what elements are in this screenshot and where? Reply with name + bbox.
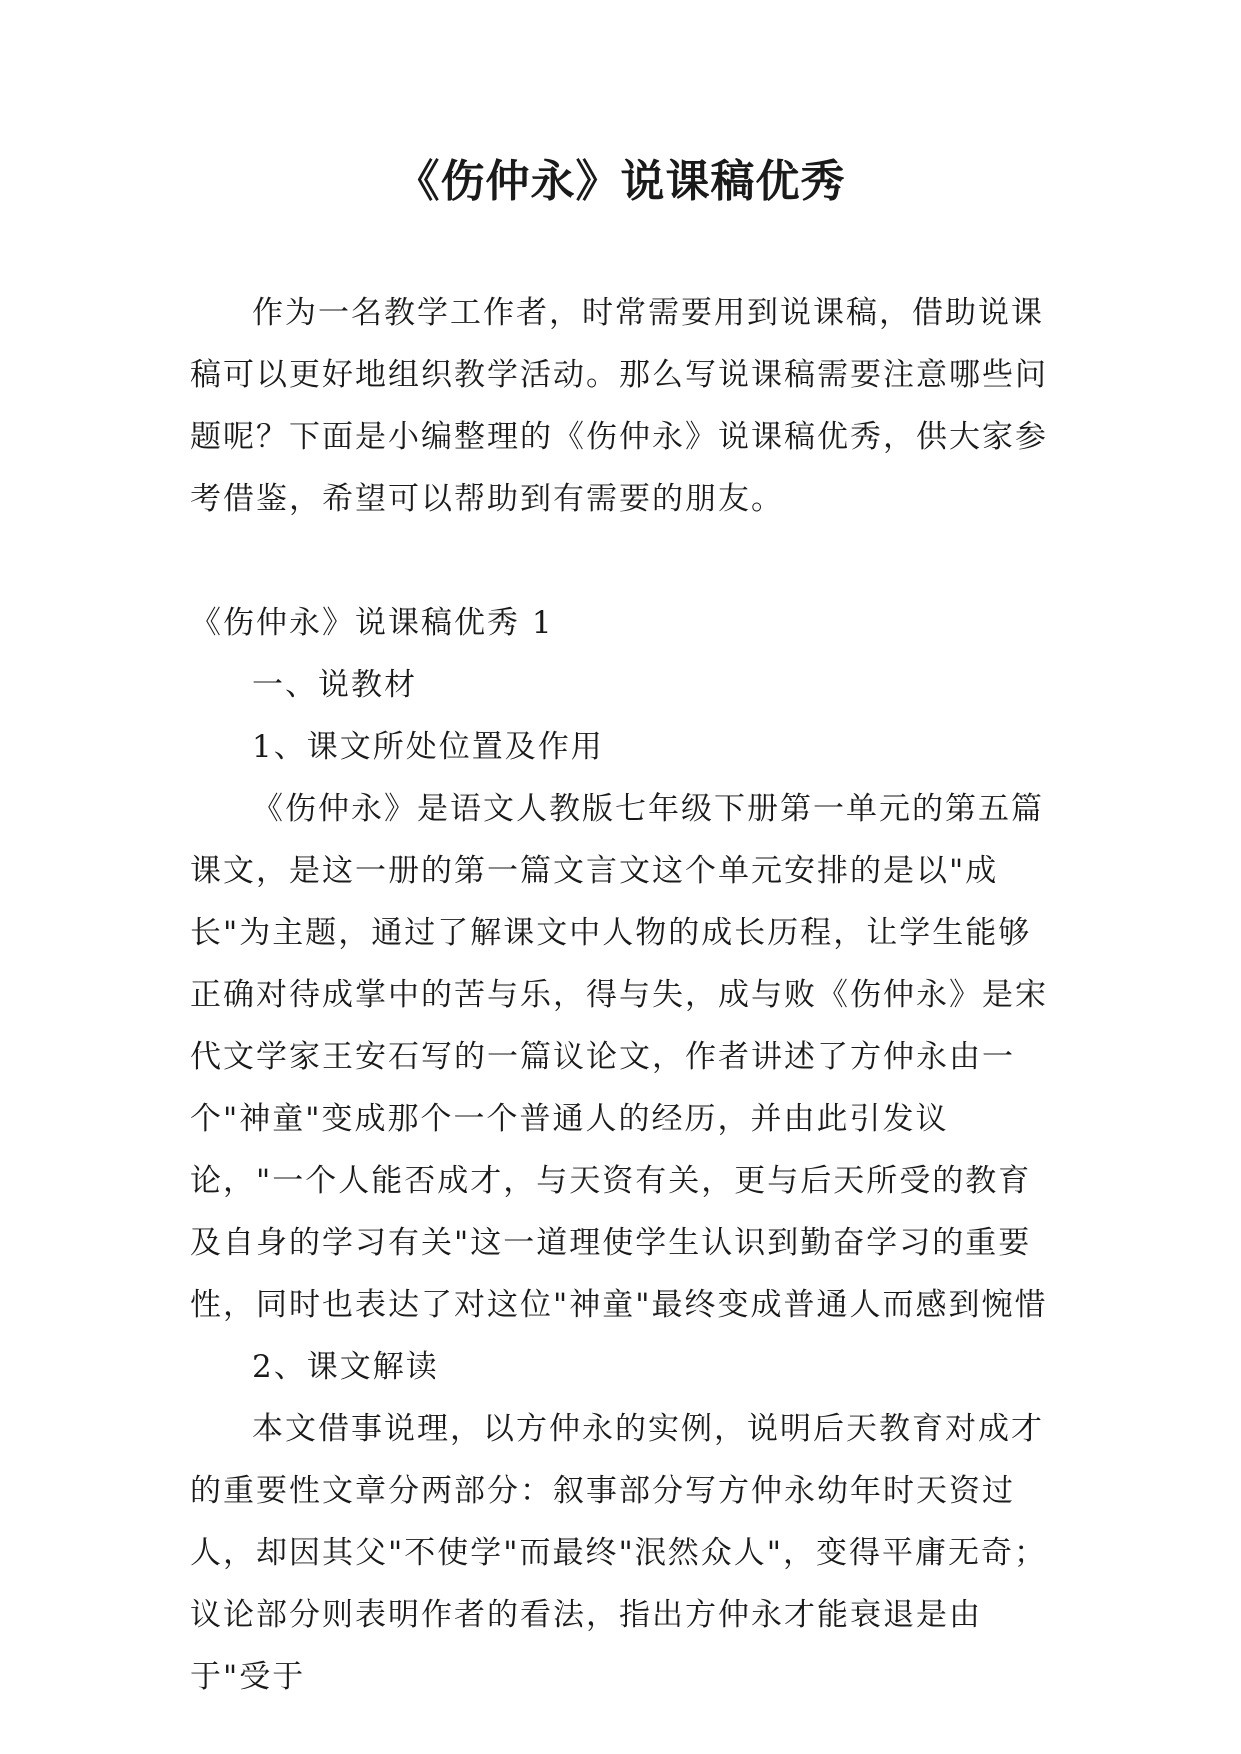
item-paragraph-position-role: 《伤仲永》是语文人教版七年级下册第一单元的第五篇课文，是这一册的第一篇文言文这个单元安排的是以"成长"为主题，通过了解课文中人物的成长历程，让学生能够正确对待成掌中的苦与乐，得与失，成与败《伤仲永》是宋代文学家王安石写的一篇议论文，作者讲述了方仲永由一个"神童"变成那个一个普通人的经历，并由此引发议论，"一个人能否成才，与天资有关，更与后天所受的教育及自身的学习有关"这一道理使学生认识到勤奋学习的重要性，同时也表达了对这位"神童"最终变成普通人而感到惋惜 (190, 791, 1048, 1323)
item-heading-text-interpretation: 2、课文解读 (252, 1349, 439, 1385)
part-heading-teaching-material: 一、说教材 (252, 667, 417, 703)
item-heading-position-role: 1、课文所处位置及作用 (252, 729, 604, 765)
intro-paragraph: 作为一名教学工作者，时常需要用到说课稿，借助说课稿可以更好地组织教学活动。那么写说课稿需要注意哪些问题呢？下面是小编整理的《伤仲永》说课稿优秀，供大家参考借鉴，希望可以帮助到有需要的朋友。 (190, 295, 1048, 517)
document-body (190, 282, 1050, 1708)
page-title: 《伤仲永》说课稿优秀 (395, 156, 846, 207)
item-paragraph-text-interpretation: 本文借事说理，以方仲永的实例，说明后天教育对成才的重要性文章分两部分：叙事部分写方仲永幼年时天资过人，却因其父"不使学"而最终"泯然众人"，变得平庸无奇；议论部分则表明作者的看法，指出方仲永才能衰退是由于"受于 (190, 1411, 1048, 1695)
section-heading: 《伤仲永》说课稿优秀 1 (190, 605, 554, 641)
